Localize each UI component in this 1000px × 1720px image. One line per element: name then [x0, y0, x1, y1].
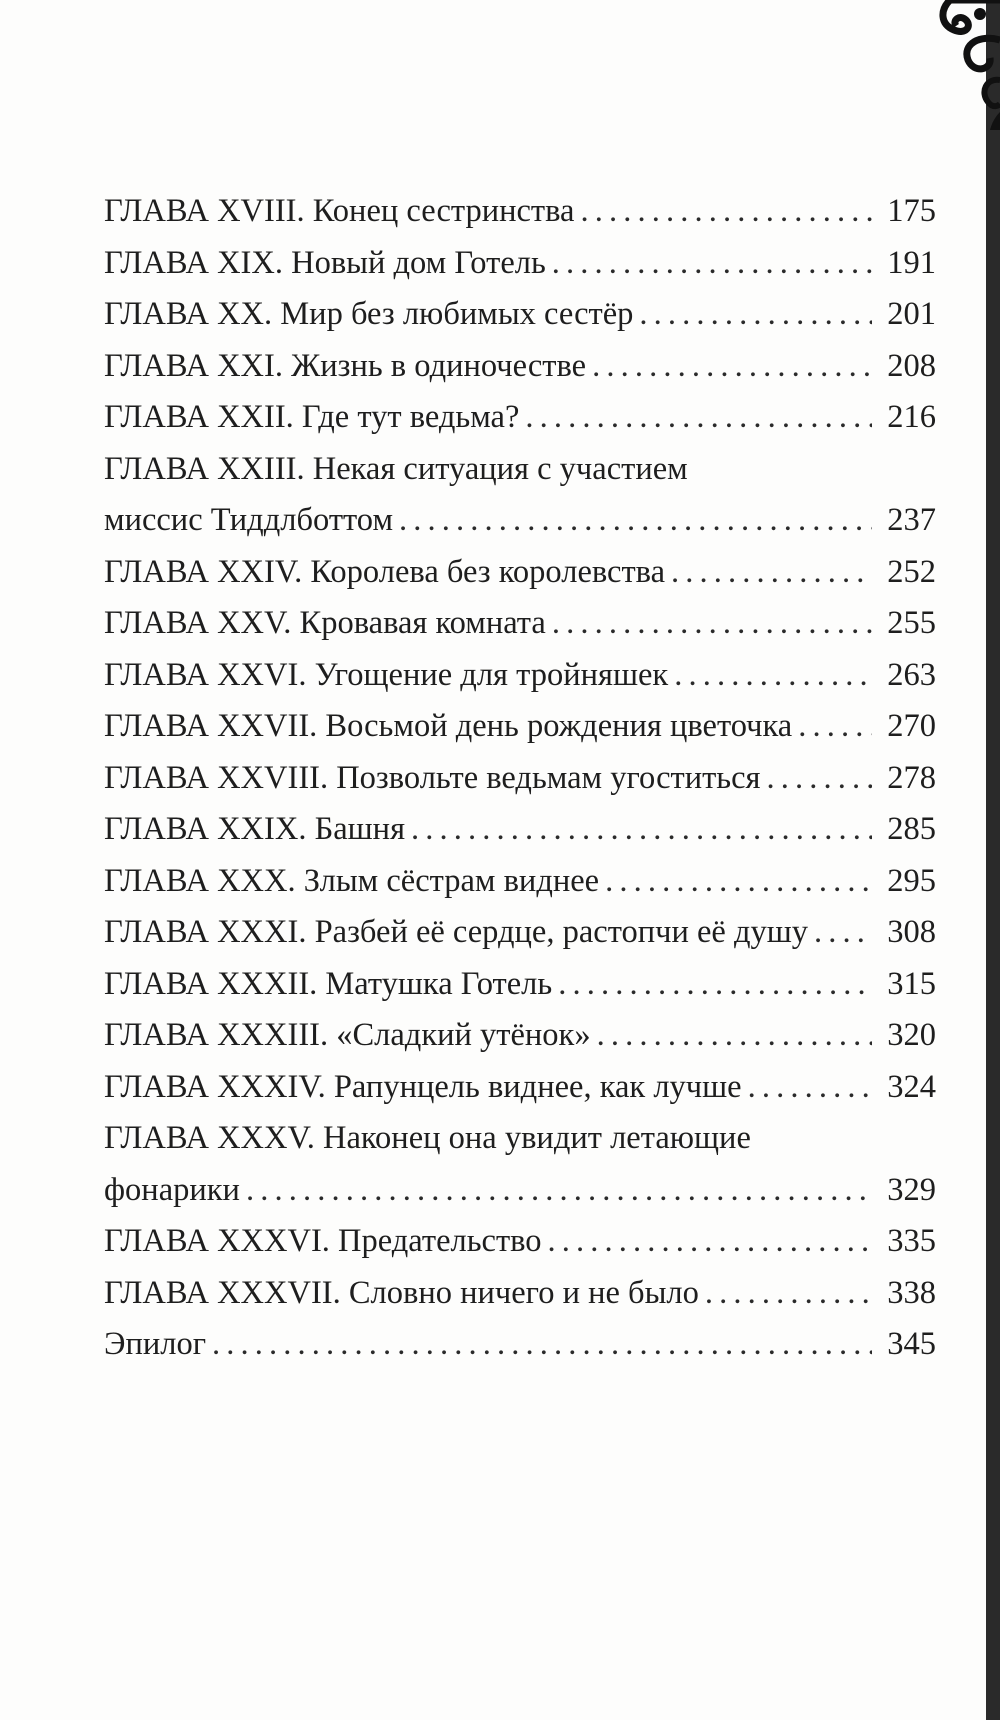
- toc-entry-title-continued: миссис Тиддлботтом: [104, 502, 394, 538]
- toc-entry[interactable]: [104, 753, 936, 805]
- dot-leader: [592, 341, 872, 393]
- dot-leader: [705, 1268, 872, 1320]
- toc-entry-title: Эпилог: [104, 1326, 207, 1362]
- toc-entry[interactable]: [104, 804, 936, 856]
- toc-entry[interactable]: [104, 392, 936, 444]
- dot-leader: [580, 186, 872, 238]
- toc-entry-page: 191: [887, 244, 936, 281]
- toc-entry-page: 338: [887, 1274, 936, 1311]
- toc-entry-page: 216: [887, 399, 936, 435]
- toc-entry[interactable]: [104, 547, 936, 599]
- toc-entry-title: ГЛАВА XXII. Где тут ведьма?: [104, 399, 520, 435]
- toc-entry-title: ГЛАВА XXXVII. Словно ничего и не было: [104, 1274, 699, 1311]
- toc-entry-page: 308: [887, 914, 936, 950]
- toc-entry[interactable]: [104, 1010, 936, 1062]
- toc-entry[interactable]: [104, 289, 936, 341]
- toc-entry-title: ГЛАВА XXX. Злым сёстрам виднее: [104, 862, 600, 899]
- page-edge-shadow: [986, 0, 1000, 1720]
- toc-entry-title: ГЛАВА XIX. Новый дом Готель: [104, 244, 546, 281]
- toc-entry-page: 329: [887, 1171, 936, 1208]
- toc-entry-page: 285: [887, 811, 936, 847]
- dot-leader: [548, 1216, 872, 1268]
- dot-leader: [748, 1062, 872, 1114]
- dot-leader: [399, 495, 872, 547]
- toc-entry-page: 252: [887, 553, 936, 590]
- dot-leader: [674, 650, 872, 702]
- dot-leader: [671, 547, 872, 599]
- toc-entry-title-continued: фонарики: [104, 1171, 240, 1208]
- dot-leader: [246, 1165, 872, 1217]
- toc-entry[interactable]: [104, 856, 936, 908]
- toc-entry[interactable]: [104, 444, 936, 547]
- toc-entry-title: ГЛАВА XX. Мир без любимых сестёр: [104, 296, 634, 332]
- toc-entry-page: 320: [887, 1017, 936, 1053]
- dot-leader: [767, 753, 873, 805]
- toc-entry[interactable]: [104, 1268, 936, 1320]
- toc-entry-page: 278: [887, 759, 936, 796]
- toc-entry-title: ГЛАВА XXXIII. «Сладкий утёнок»: [104, 1017, 591, 1053]
- toc-entry-title: ГЛАВА XXXII. Матушка Готель: [104, 965, 553, 1002]
- dot-leader: [525, 392, 872, 444]
- toc-entry-title: ГЛАВА XXVI. Угощение для тройняшек: [104, 656, 669, 693]
- toc-entry-title: ГЛАВА XXVIII. Позвольте ведьмам угоститься: [104, 759, 761, 796]
- dot-leader: [605, 856, 872, 908]
- toc-entry-page: 270: [887, 708, 936, 744]
- dot-leader: [552, 238, 872, 290]
- toc-entry-title: ГЛАВА XXV. Кровавая комната: [104, 605, 546, 641]
- dot-leader: [798, 701, 872, 753]
- dot-leader: [212, 1319, 872, 1371]
- toc-entry-page: 335: [887, 1223, 936, 1259]
- dot-leader: [558, 959, 872, 1011]
- toc-entry-title: ГЛАВА XXXV. Наконец она увидит летающие: [104, 1120, 751, 1156]
- toc-entry[interactable]: [104, 907, 936, 959]
- toc-entry-title: ГЛАВА XXIII. Некая ситуация с участием: [104, 450, 688, 487]
- toc-entry[interactable]: [104, 1113, 936, 1216]
- toc-entry-page: 345: [887, 1326, 936, 1362]
- toc-entry[interactable]: [104, 238, 936, 290]
- toc-entry-page: 201: [887, 296, 936, 332]
- table-of-contents: [104, 186, 936, 1371]
- toc-entry[interactable]: [104, 650, 936, 702]
- dot-leader: [597, 1010, 872, 1062]
- toc-entry-page: 175: [887, 193, 936, 229]
- toc-entry-title: ГЛАВА XVIII. Конец сестринства: [104, 193, 575, 229]
- toc-entry-title: ГЛАВА XXIV. Королева без королевства: [104, 553, 665, 590]
- toc-entry-page: 315: [887, 965, 936, 1002]
- toc-entry-title: ГЛАВА XXXVI. Предательство: [104, 1223, 542, 1259]
- toc-entry[interactable]: [104, 598, 936, 650]
- toc-entry-title: ГЛАВА XXI. Жизнь в одиночестве: [104, 347, 587, 384]
- toc-entry[interactable]: [104, 1216, 936, 1268]
- dot-leader: [552, 598, 872, 650]
- dot-leader: [411, 804, 872, 856]
- toc-entry-title: ГЛАВА XXXIV. Рапунцель виднее, как лучше: [104, 1068, 742, 1105]
- toc-entry[interactable]: [104, 341, 936, 393]
- toc-entry[interactable]: [104, 959, 936, 1011]
- toc-entry[interactable]: [104, 701, 936, 753]
- corner-ornament-icon: [910, 0, 1000, 130]
- toc-entry-page: 208: [887, 347, 936, 384]
- toc-entry-page: 295: [887, 862, 936, 899]
- toc-entry-page: 237: [887, 502, 936, 538]
- toc-entry-title: ГЛАВА XXXI. Разбей её сердце, растопчи её душу: [104, 914, 809, 950]
- toc-entry-page: 324: [887, 1068, 936, 1105]
- toc-entry-title: ГЛАВА XXVII. Восьмой день рождения цветочка: [104, 708, 793, 744]
- toc-entry-page: 263: [887, 656, 936, 693]
- dot-leader: [639, 289, 872, 341]
- toc-entry[interactable]: [104, 1319, 936, 1371]
- dot-leader: [814, 907, 872, 959]
- toc-entry[interactable]: [104, 1062, 936, 1114]
- toc-entry-page: 255: [887, 605, 936, 641]
- toc-entry[interactable]: [104, 186, 936, 238]
- toc-entry-title: ГЛАВА XXIX. Башня: [104, 811, 406, 847]
